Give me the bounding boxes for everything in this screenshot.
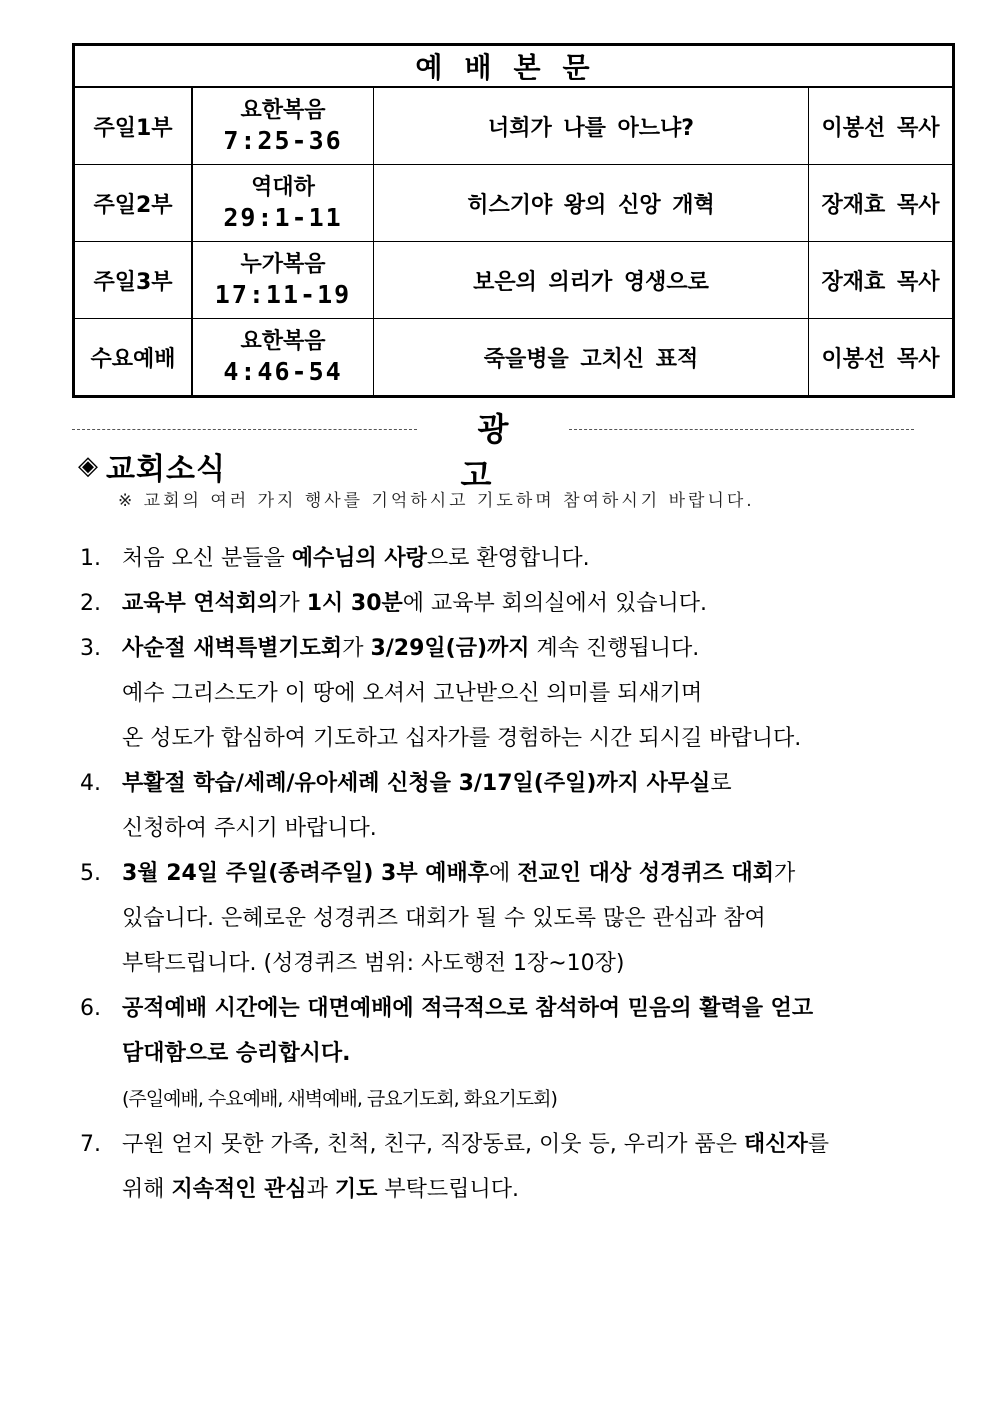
item-line: [122, 671, 880, 716]
emphasis-text: 담대함으로 승리합시다.: [122, 1041, 351, 1066]
list-item: [80, 1122, 880, 1212]
item-body: [122, 851, 880, 986]
table-row: [74, 87, 954, 165]
item-text: 에 교육부 회의실에서 있습니다.: [402, 591, 708, 616]
item-text: 예수 그리스도가 이 땅에 오셔서 고난받으신 의미를 되새기며: [122, 681, 703, 706]
list-item: [80, 986, 880, 1122]
list-item: [80, 536, 880, 581]
verse-range: 17:11-19: [214, 280, 352, 309]
item-line: [122, 941, 880, 986]
announcement-list: [80, 536, 880, 1212]
item-text: 구원 얻지 못한 가족, 친척, 친구, 직장동료, 이웃 등, 우리가 품은: [122, 1132, 744, 1157]
item-text: 가: [278, 591, 307, 616]
emphasis-text: 예수님의 사랑: [291, 546, 427, 571]
list-item: [80, 761, 880, 851]
item-line: [122, 626, 880, 671]
item-line: [122, 1031, 880, 1076]
emphasis-text: 3/29일(금)까지: [370, 636, 530, 661]
preacher-name: 장재효 목사: [809, 242, 954, 319]
item-number: 7.: [80, 1132, 101, 1157]
emphasis-text: 기도: [334, 1177, 378, 1202]
item-text: (주일예배, 수요예배, 새벽예배, 금요기도회, 화요기도회): [122, 1088, 557, 1110]
scripture-table-title: 예배본문: [74, 45, 954, 88]
preacher-name: 장재효 목사: [809, 165, 954, 242]
table-row: [74, 319, 954, 397]
book-name: 요한복음: [240, 98, 326, 123]
item-text: 에: [489, 861, 518, 886]
emphasis-text: 전교인 대상 성경퀴즈 대회: [517, 861, 775, 886]
service-name: 주일3부: [74, 242, 193, 319]
list-item: [80, 851, 880, 986]
emphasis-text: 공적예배 시간에는 대면예배에 적극적으로 참석하여 믿음의 활력을 얻고: [122, 996, 814, 1021]
emphasis-text: 1시 30분: [306, 591, 403, 616]
item-text: 부탁드립니다.: [377, 1177, 519, 1202]
emphasis-text: 지속적인 관심: [171, 1177, 307, 1202]
item-text: 가: [342, 636, 371, 661]
item-text: 온 성도가 합심하여 기도하고 십자가를 경험하는 시간 되시길 바랍니다.: [122, 726, 802, 751]
section-title: 교회소식: [106, 452, 226, 487]
item-number: 1.: [80, 546, 101, 571]
table-row: [74, 165, 954, 242]
item-text: 를: [807, 1132, 829, 1157]
item-text: 과: [306, 1177, 335, 1202]
item-number: 5.: [80, 861, 101, 886]
scripture-ref: [192, 242, 374, 319]
section-heading: [78, 446, 226, 486]
service-name: 주일2부: [74, 165, 193, 242]
item-text: 있습니다. 은혜로운 성경퀴즈 대회가 될 수 있도록 많은 관심과 참여: [122, 906, 766, 931]
item-line: [122, 986, 880, 1031]
item-line: [122, 536, 880, 581]
preacher-name: 이봉선 목사: [809, 319, 954, 397]
list-item: [80, 626, 880, 761]
item-line: [122, 1122, 880, 1167]
item-text: 으로 환영합니다.: [426, 546, 590, 571]
item-number: 6.: [80, 996, 101, 1021]
emphasis-text: 태신자: [743, 1132, 808, 1157]
list-item: [80, 581, 880, 626]
emphasis-text: 사순절 새벽특별기도회: [122, 636, 343, 661]
scripture-table: [72, 43, 955, 398]
diamond-icon: ◈: [78, 451, 98, 481]
item-text: 부탁드립니다. (성경퀴즈 범위: 사도행전 1장~10장): [122, 951, 625, 976]
sermon-title: 죽을병을 고치신 표적: [374, 319, 809, 397]
book-name: 누가복음: [240, 252, 326, 277]
item-text: 가: [774, 861, 796, 886]
item-line: [122, 581, 880, 626]
item-line: [122, 1167, 880, 1212]
item-text: 계속 진행됩니다.: [529, 636, 700, 661]
item-text: 위해: [122, 1177, 172, 1202]
book-name: 역대하: [251, 175, 315, 200]
item-line: [122, 716, 880, 761]
item-line: [122, 806, 880, 851]
verse-range: 4:46-54: [223, 357, 343, 386]
emphasis-text: 3월 24일 주일(종려주일) 3부 예배후: [122, 861, 490, 886]
item-body: [122, 536, 880, 581]
item-number: 3.: [80, 636, 101, 661]
item-line: [122, 896, 880, 941]
emphasis-text: 부활절 학습/세례/유아세례 신청을 3/17일(주일)까지 사무실: [122, 771, 711, 796]
emphasis-text: 교육부 연석회의: [122, 591, 279, 616]
scripture-ref: [192, 319, 374, 397]
scripture-ref: [192, 87, 374, 165]
service-name: 주일1부: [74, 87, 193, 165]
item-body: [122, 581, 880, 626]
item-number: 2.: [80, 591, 101, 616]
item-text: 로: [710, 771, 732, 796]
ads-title: 광고: [460, 410, 543, 494]
book-name: 요한복음: [240, 329, 326, 354]
sermon-title: 너희가 나를 아느냐?: [374, 87, 809, 165]
item-text: 신청하여 주시기 바랍니다.: [122, 816, 377, 841]
scripture-ref: [192, 165, 374, 242]
verse-range: 7:25-36: [223, 126, 343, 155]
item-body: [122, 986, 880, 1122]
item-body: [122, 761, 880, 851]
item-body: [122, 1122, 880, 1212]
item-number: 4.: [80, 771, 101, 796]
item-line: [122, 761, 880, 806]
verse-range: 29:1-11: [223, 203, 343, 232]
section-note: ※ 교회의 여러 가지 행사를 기억하시고 기도하며 참여하시기 바랍니다.: [118, 491, 755, 511]
table-row: [74, 242, 954, 319]
sermon-title: 보은의 의리가 영생으로: [374, 242, 809, 319]
service-name: 수요예배: [74, 319, 193, 397]
item-body: [122, 626, 880, 761]
item-line: [122, 851, 880, 896]
preacher-name: 이봉선 목사: [809, 87, 954, 165]
dashed-rule: [569, 429, 914, 430]
dashed-rule: [72, 429, 417, 430]
sermon-title: 히스기야 왕의 신앙 개혁: [374, 165, 809, 242]
item-line: [122, 1076, 880, 1122]
item-text: 처음 오신 분들을: [122, 546, 292, 571]
